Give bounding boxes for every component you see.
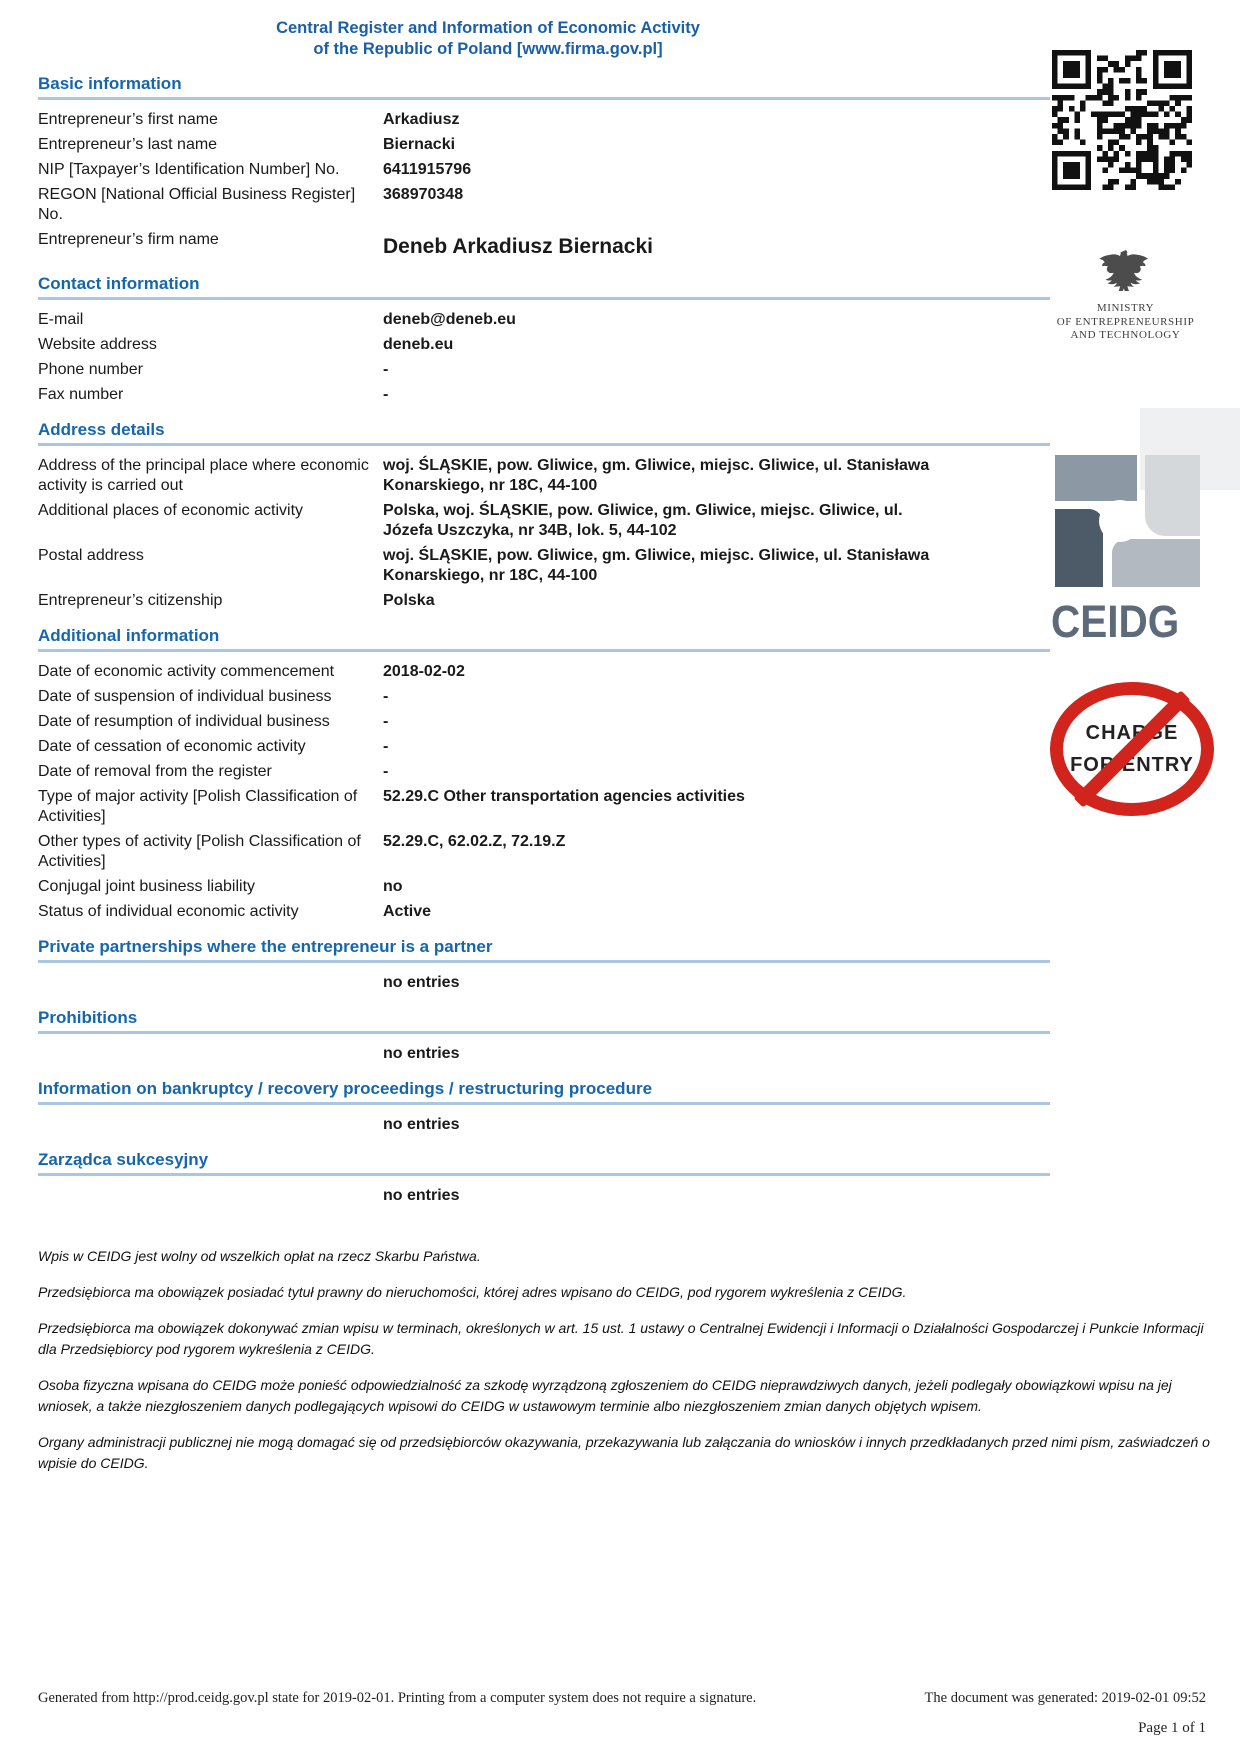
- info-row: [38, 135, 1050, 155]
- field-label: Entrepreneur’s citizenship: [38, 592, 223, 609]
- ceidg-logo-bottom-right-block: [1112, 539, 1200, 587]
- section-header: Address details: [38, 420, 165, 439]
- section-rule: [38, 97, 1050, 100]
- info-row: [38, 591, 1050, 611]
- legal-notes: [38, 1246, 1210, 1474]
- info-row: [38, 110, 1050, 130]
- stamp-text-line1: CHARGE: [1085, 721, 1179, 744]
- field-value: woj. ŚLĄSKIE, pow. Gliwice, gm. Gliwice, miejsc. Gliwice, ul. Stanisława Konarskiego, nr 18C, 44-100: [383, 547, 930, 584]
- field-label: Other types of activity [Polish Classification of Activities]: [38, 833, 361, 870]
- section-rule: [38, 1102, 1050, 1105]
- info-row: [38, 385, 1050, 405]
- legal-note: Organy administracji publicznej nie mogą domagać się od przedsiębiorców okazywania, przekazywania lub załączania do wniosków i innych przedkładanych przed nimi pism, zaświadczeń o wpisie do CEIDG.: [38, 1434, 1210, 1471]
- section-additional-information: [38, 626, 1050, 922]
- field-label: Entrepreneur’s first name: [38, 111, 218, 128]
- field-label: Website address: [38, 336, 157, 353]
- field-label: Date of economic activity commencement: [38, 663, 335, 680]
- footer-page-number: Page 1 of 1: [1138, 1720, 1206, 1736]
- field-value: no: [383, 878, 403, 895]
- eagle-icon: [1098, 248, 1154, 298]
- section-header: Zarządca sukcesyjny: [38, 1150, 209, 1169]
- info-row: [38, 185, 1050, 225]
- info-row: [38, 687, 1050, 707]
- section-header: Additional information: [38, 626, 220, 645]
- ministry-emblem: [1018, 248, 1233, 343]
- field-value: -: [383, 688, 389, 705]
- field-value: -: [383, 361, 389, 378]
- info-row: [38, 501, 1050, 541]
- section-rule: [38, 297, 1050, 300]
- info-row: [38, 737, 1050, 757]
- field-label: Status of individual economic activity: [38, 903, 299, 920]
- section-rule: [38, 1173, 1050, 1176]
- firm-name-value: Deneb Arkadiusz Biernacki: [383, 235, 653, 258]
- info-row: [38, 662, 1050, 682]
- section-header: Private partnerships where the entrepreneur is a partner: [38, 937, 493, 956]
- info-row: [38, 902, 1050, 922]
- field-value: -: [383, 763, 389, 780]
- section-bankruptcy: [38, 1079, 1050, 1135]
- section-header: Basic information: [38, 74, 182, 93]
- field-value: -: [383, 386, 389, 403]
- legal-note: Przedsiębiorca ma obowiązek posiadać tytuł prawny do nieruchomości, której adres wpisano do CEIDG, pod rygorem wykreślenia z CEIDG.: [38, 1284, 907, 1300]
- info-row: [38, 160, 1050, 180]
- ceidg-logo-mark: [1055, 408, 1240, 588]
- info-row: [38, 712, 1050, 732]
- field-value: 52.29.C, 62.02.Z, 72.19.Z: [383, 833, 566, 850]
- ministry-name-line2: OF ENTREPRENEURSHIP: [1056, 315, 1195, 328]
- ceidg-logo-top-right-block: [1145, 455, 1200, 536]
- section-header: Prohibitions: [38, 1008, 138, 1027]
- info-row: [38, 787, 1050, 827]
- section-successor-administrator: [38, 1150, 1050, 1206]
- field-value: 2018-02-02: [383, 663, 465, 680]
- field-value: 368970348: [383, 186, 464, 203]
- ministry-name-line3: AND TECHNOLOGY: [1070, 329, 1181, 341]
- ceidg-logo-center-notch: [1099, 500, 1141, 542]
- legal-note: Wpis w CEIDG jest wolny od wszelkich opłat na rzecz Skarbu Państwa.: [38, 1248, 481, 1264]
- info-row: [38, 762, 1050, 782]
- field-label: NIP [Taxpayer’s Identification Number] No.: [38, 161, 340, 178]
- info-row: [38, 877, 1050, 897]
- field-value: -: [383, 738, 389, 755]
- info-row: [38, 310, 1050, 330]
- section-rule: [38, 960, 1050, 963]
- field-label: Phone number: [38, 361, 143, 378]
- ministry-name-line1: MINISTRY: [1096, 302, 1155, 314]
- footer-generated-from: Generated from http://prod.ceidg.gov.pl state for 2019-02-01. Printing from a computer system does not require a signature.: [38, 1690, 757, 1706]
- field-label: Address of the principal place where economic activity is carried out: [38, 457, 369, 494]
- section-basic-information: [38, 74, 1050, 259]
- field-label: Postal address: [38, 547, 144, 564]
- field-label: Date of suspension of individual business: [38, 688, 332, 705]
- field-label: Conjugal joint business liability: [38, 878, 256, 895]
- section-rule: [38, 443, 1050, 446]
- section-prohibitions: [38, 1008, 1050, 1064]
- section-header: Information on bankruptcy / recovery proceedings / restructuring procedure: [38, 1079, 653, 1098]
- info-row: [38, 832, 1050, 872]
- ceidg-wordmark: CEIDG: [1051, 596, 1180, 647]
- info-row: [38, 546, 1050, 586]
- field-label: Date of cessation of economic activity: [38, 738, 306, 755]
- no-charge-stamp: [1050, 682, 1214, 816]
- field-label: Type of major activity [Polish Classification of Activities]: [38, 788, 358, 825]
- field-value: Polska, woj. ŚLĄSKIE, pow. Gliwice, gm. Gliwice, miejsc. Gliwice, ul. Józefa Uszczyka, nr 34B, lok. 5, 44-102: [383, 502, 903, 539]
- field-value: Arkadiusz: [383, 111, 460, 128]
- page-title-line1: Central Register and Information of Economic Activity: [276, 19, 700, 37]
- no-entries-value: no entries: [383, 974, 460, 991]
- section-rule: [38, 1031, 1050, 1034]
- field-value: Polska: [383, 592, 435, 609]
- field-value: woj. ŚLĄSKIE, pow. Gliwice, gm. Gliwice, miejsc. Gliwice, ul. Stanisława Konarskiego, nr 18C, 44-100: [383, 457, 930, 494]
- field-value: deneb.eu: [383, 336, 454, 353]
- info-row: [38, 360, 1050, 380]
- section-address-details: [38, 420, 1050, 611]
- qr-code: [1052, 50, 1192, 190]
- legal-note: Osoba fizyczna wpisana do CEIDG może ponieść odpowiedzialność za szkodę wyrządzoną zgłoszeniem do CEIDG nieprawdziwych danych, jeżeli podlegały obowiązkowi wpisu na jej wniosek, a także niezgłoszeniem danych podlegających wpisowi do CEIDG w ustawowym terminie albo niezgłoszeniem zmian danych objętych wpisem.: [38, 1377, 1172, 1414]
- info-row-firm-name: [38, 230, 1050, 259]
- no-entries-value: no entries: [383, 1045, 460, 1062]
- field-value: deneb@deneb.eu: [383, 311, 516, 328]
- field-value: Active: [383, 903, 432, 920]
- field-value: 6411915796: [383, 161, 472, 178]
- page-title-line2: of the Republic of Poland [www.firma.gov.pl]: [313, 40, 663, 58]
- ceidg-logo-top-left-block: [1055, 455, 1137, 501]
- field-label: Fax number: [38, 386, 124, 403]
- section-header: Contact information: [38, 274, 200, 293]
- legal-note: Przedsiębiorca ma obowiązek dokonywać zmian wpisu w terminach, określonych w art. 15 ust. 1 ustawy o Centralnej Ewidencji i Informacji o Działalności Gospodarczej i Punkcie Informacji dla Przedsiębiorcy pod rygorem wykreślenia z CEIDG.: [38, 1320, 1204, 1357]
- field-label: E-mail: [38, 311, 84, 328]
- no-entries-value: no entries: [383, 1116, 460, 1133]
- field-label: Entrepreneur’s firm name: [38, 231, 219, 248]
- ceidg-logo-bottom-left-block: [1055, 509, 1103, 587]
- stamp-text-line2: FOR ENTRY: [1070, 753, 1194, 776]
- field-label: Additional places of economic activity: [38, 502, 304, 519]
- field-label: Date of resumption of individual business: [38, 713, 330, 730]
- field-label: REGON [National Official Business Register] No.: [38, 186, 356, 223]
- section-rule: [38, 649, 1050, 652]
- info-row: [38, 456, 1050, 496]
- section-private-partnerships: [38, 937, 1050, 993]
- field-value: 52.29.C Other transportation agencies activities: [383, 788, 745, 805]
- footer-generated-timestamp: The document was generated: 2019-02-01 09:52: [924, 1690, 1206, 1706]
- page-title: [38, 18, 938, 60]
- info-row: [38, 335, 1050, 355]
- ministry-name: [1018, 302, 1233, 343]
- field-value: Biernacki: [383, 136, 456, 153]
- field-label: Entrepreneur’s last name: [38, 136, 218, 153]
- field-label: Date of removal from the register: [38, 763, 272, 780]
- field-value: -: [383, 713, 389, 730]
- no-entries-value: no entries: [383, 1187, 460, 1204]
- section-contact-information: [38, 274, 1050, 405]
